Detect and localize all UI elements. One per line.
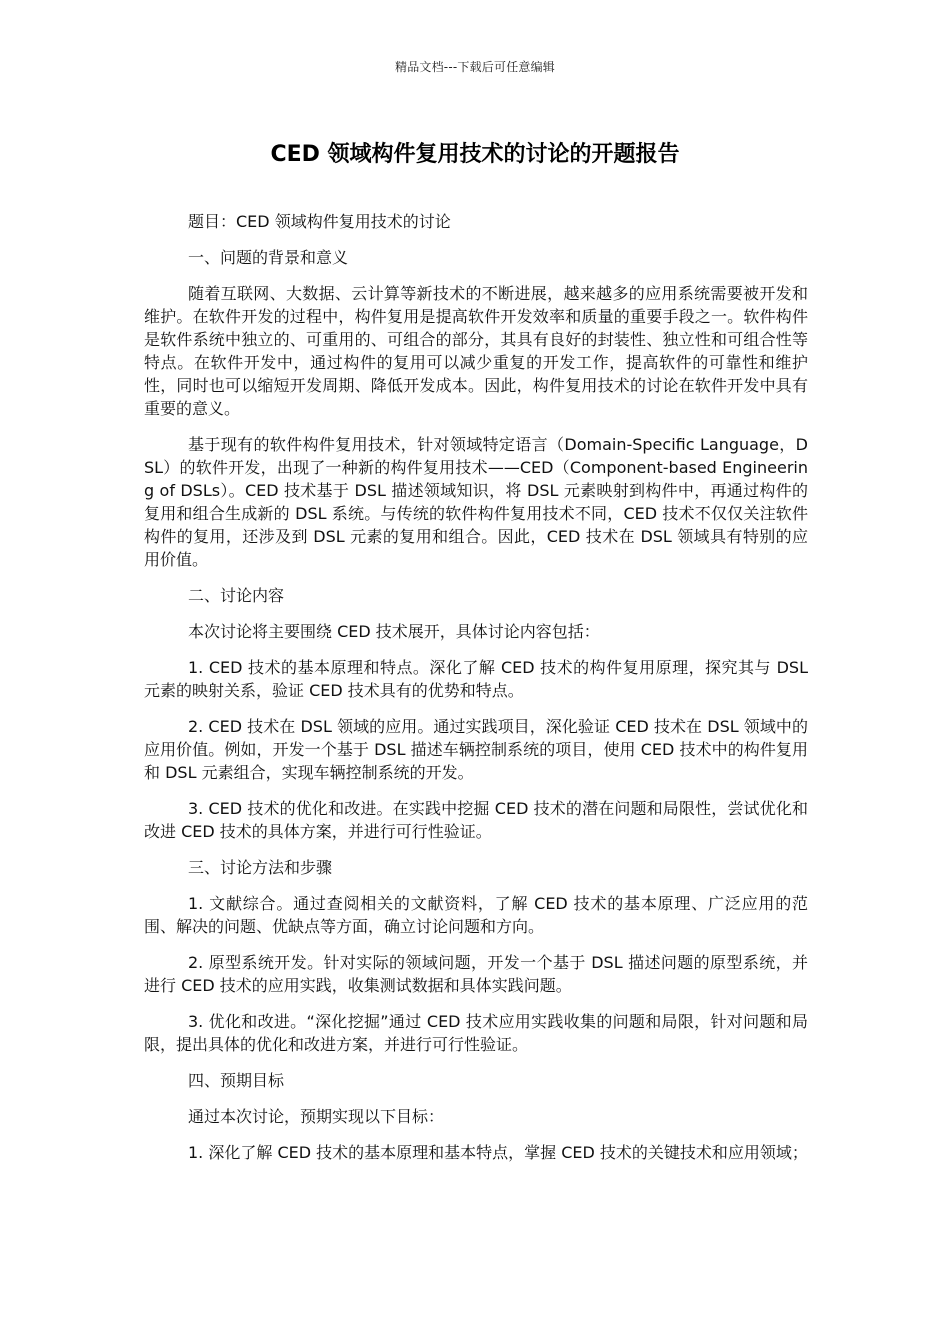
section-heading-content: 二、讨论内容 [188,586,285,605]
document-title: CED 领域构件复用技术的讨论的开题报告 [270,142,680,167]
section-heading-goals: 四、预期目标 [188,1071,285,1090]
paragraph-background-2: 基于现有的软件构件复用技术，针对领域特定语言（Domain-Specific Language，DSL）的软件开发，出现了一种新的构件复用技术——CED（Component-based Engineering of DSLs）。CED 技术基于 DSL 描述领域知识，将 DSL 元素映射到构件中，再通过构件的复用和组合生成新的 DSL 系统。与传统的软件构件复用技术不同，CED 技术不仅仅关注软件构件的复用，还涉及到 DSL 元素的复用和组合。因此，CED 技术在 DSL 领域具有特别的应用价值。 [144,435,808,569]
page-header: 精品文档---下载后可任意编辑 [395,60,555,74]
section-heading-methods: 三、讨论方法和步骤 [188,858,333,877]
document-body [144,210,808,1177]
paragraph-background-1: 随着互联网、大数据、云计算等新技术的不断进展，越来越多的应用系统需要被开发和维护。在软件开发的过程中，构件复用是提高软件开发效率和质量的重要手段之一。软件构件是软件系统中独立的、可重用的、可组合的部分，其具有良好的封装性、独立性和可组合性等特点。在软件开发中，通过构件的复用可以减少重复的开发工作，提高软件的可靠性和维护性，同时也可以缩短开发周期、降低开发成本。因此，构件复用技术的讨论在软件开发中具有重要的意义。 [144,284,808,418]
subject-line: 题目：CED 领域构件复用技术的讨论 [188,212,451,231]
list-item-methods-2: 2. 原型系统开发。针对实际的领域问题，开发一个基于 DSL 描述问题的原型系统，并进行 CED 技术的应用实践，收集测试数据和具体实践问题。 [144,953,808,995]
paragraph-content-intro: 本次讨论将主要围绕 CED 技术展开，具体讨论内容包括： [188,622,600,641]
list-item-methods-3: 3. 优化和改进。“深化挖掘”通过 CED 技术应用实践收集的问题和局限，针对问题和局限，提出具体的优化和改进方案，并进行可行性验证。 [144,1012,808,1054]
paragraph-goals-intro: 通过本次讨论，预期实现以下目标： [188,1107,445,1126]
list-item-methods-1: 1. 文献综合。通过查阅相关的文献资料，了解 CED 技术的基本原理、广泛应用的范围、解决的问题、优缺点等方面，确立讨论问题和方向。 [144,894,808,936]
list-item-goals-1: 1. 深化了解 CED 技术的基本原理和基本特点，掌握 CED 技术的关键技术和应用领域； [188,1143,808,1162]
list-item-content-3: 3. CED 技术的优化和改进。在实践中挖掘 CED 技术的潜在问题和局限性，尝试优化和改进 CED 技术的具体方案，并进行可行性验证。 [144,799,808,841]
list-item-content-1: 1. CED 技术的基本原理和特点。深化了解 CED 技术的构件复用原理，探究其与 DSL 元素的映射关系，验证 CED 技术具有的优势和特点。 [144,658,808,700]
section-heading-background: 一、问题的背景和意义 [188,248,349,267]
list-item-content-2: 2. CED 技术在 DSL 领域的应用。通过实践项目，深化验证 CED 技术在 DSL 领域中的应用价值。例如，开发一个基于 DSL 描述车辆控制系统的项目，使用 CED 技术中的构件复用和 DSL 元素组合，实现车辆控制系统的开发。 [144,717,808,782]
